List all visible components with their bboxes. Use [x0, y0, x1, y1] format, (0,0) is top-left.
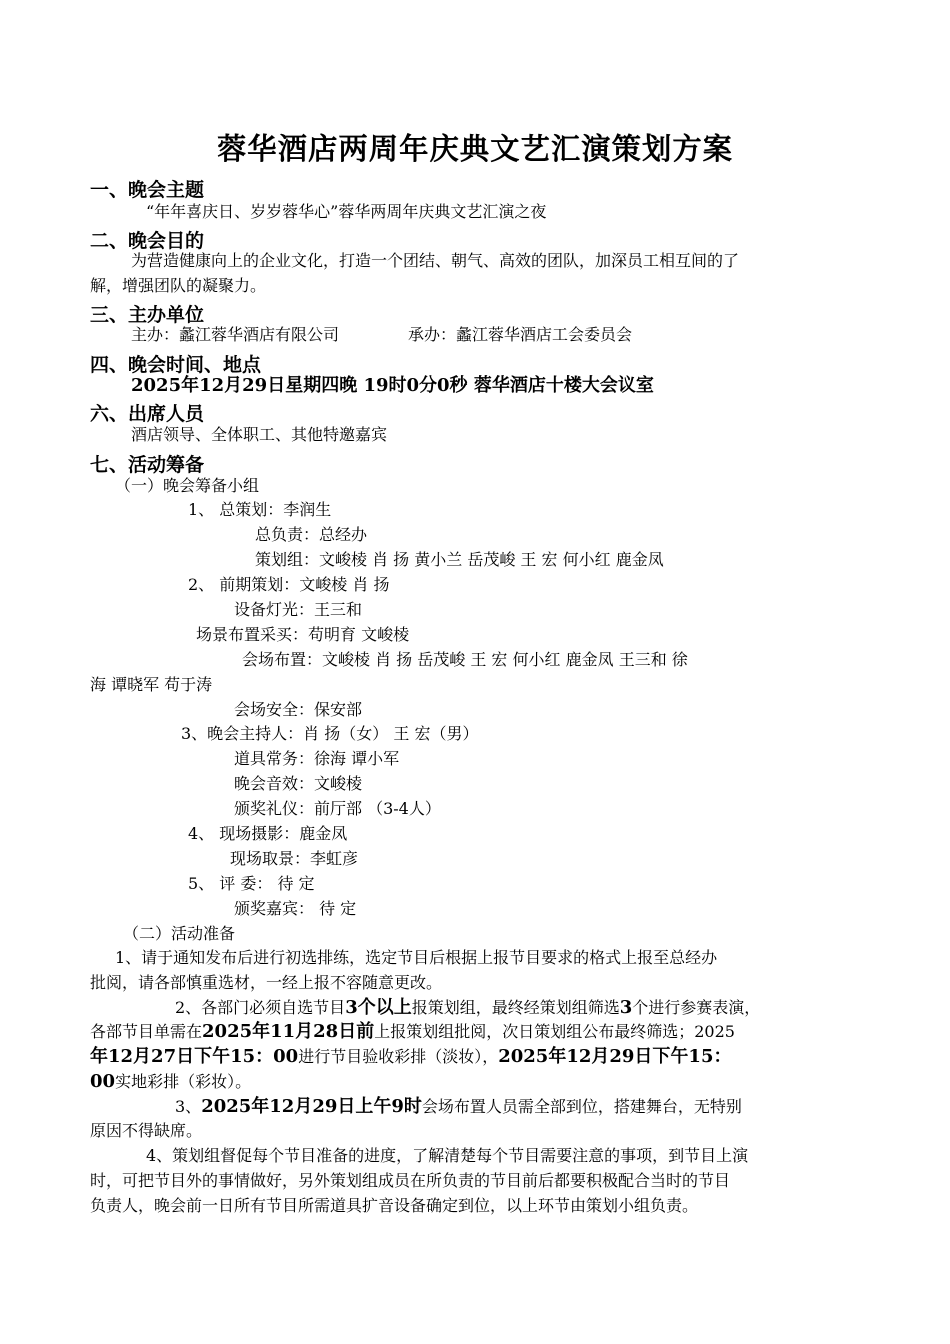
- team-row: 设备灯光：王三和: [234, 600, 363, 619]
- subsection-2-title: （二）活动准备: [123, 924, 236, 943]
- prep-item-3-line-1: [175, 1098, 742, 1116]
- prep-item-4-line-2: 时，可把节目外的事情做好，另外策划组成员在所负责的节目前后都要积极配合当时的节目: [90, 1171, 731, 1190]
- organizer-unit: 承办：蠡江蓉华酒店工会委员会: [408, 325, 633, 344]
- team-row: 会场布置：文峻棱 肖 扬 岳茂峻 王 宏 何小红 鹿金凤 王三和 徐: [242, 650, 688, 669]
- prep-item-2-line-1: [175, 999, 760, 1017]
- text-run: 报策划组，最终经策划组筛选: [411, 998, 620, 1017]
- highlight-date: 00: [90, 1071, 116, 1092]
- team-row: 道具常务：徐海 谭小军: [234, 749, 400, 768]
- highlight-date: 2025年12月29日下午15：: [498, 1046, 732, 1067]
- section-3-heading: 三、主办单位: [90, 304, 205, 326]
- prep-item-1-line-1: 1、请于通知发布后进行初选排练，选定节目后根据上报节目要求的格式上报至总经办: [115, 948, 718, 967]
- team-row: 场景布置采买：苟明育 文峻棱: [196, 625, 410, 644]
- team-row: 2、 前期策划：文峻棱 肖 扬: [188, 575, 390, 594]
- section-1-heading: 一、晚会主题: [90, 179, 205, 201]
- team-row: 总负责：总经办: [255, 525, 368, 544]
- highlight-count: 3: [619, 997, 633, 1018]
- section-1-text: “年年喜庆日、岁岁蓉华心”蓉华两周年庆典文艺汇演之夜: [146, 202, 547, 221]
- highlight-date: 2025年11月28日前: [202, 1021, 375, 1042]
- text-run: 3、: [175, 1097, 202, 1116]
- text-run: 个进行参赛表演，: [632, 998, 761, 1017]
- host-unit: 主办：蠡江蓉华酒店有限公司: [131, 325, 340, 344]
- prep-item-3-line-2: 原因不得缺席。: [90, 1121, 203, 1140]
- team-row: 5、 评 委： 待 定: [188, 874, 315, 893]
- team-row: 3、晚会主持人：肖 扬（女） 王 宏（男）: [181, 724, 479, 743]
- section-4-heading: 四、晚会时间、地点: [90, 354, 262, 376]
- text-run: 2、各部门必须自选节目: [175, 998, 346, 1017]
- team-row: 1、 总策划：李润生: [188, 500, 332, 519]
- text-run: 各部节目单需在: [90, 1022, 203, 1041]
- team-row: 海 谭晓军 苟于涛: [90, 675, 213, 694]
- section-2-heading: 二、晚会目的: [90, 230, 205, 252]
- section-6-heading: 六、出席人员: [90, 403, 205, 425]
- highlight-count: 3个以上: [345, 997, 412, 1018]
- prep-item-2-line-3: [90, 1048, 731, 1066]
- subsection-1-title: （一）晚会筹备小组: [115, 476, 260, 495]
- text-run: 进行节目验收彩排（淡妆），: [298, 1047, 499, 1066]
- prep-item-1-line-2: 批阅，请各部慎重选材，一经上报不容随意更改。: [90, 973, 443, 992]
- highlight-date: 年12月27日下午15：00: [90, 1046, 299, 1067]
- team-row: 4、 现场摄影：鹿金凤: [188, 824, 348, 843]
- prep-item-4-line-1: 4、策划组督促每个节目准备的进度，了解清楚每个节目需要注意的事项，到节目上演: [146, 1146, 749, 1165]
- team-row: 会场安全：保安部: [234, 700, 363, 719]
- document-title: 蓉华酒店两周年庆典文艺汇演策划方案: [216, 131, 734, 166]
- team-row: 现场取景：李虹彦: [230, 849, 359, 868]
- highlight-date: 2025年12月29日上午9时: [201, 1096, 422, 1117]
- text-run: 上报策划组批阅，次日策划组公布最终筛选；2025: [374, 1022, 735, 1041]
- prep-item-4-line-3: 负责人，晚会前一日所有节目所需道具扩音设备确定到位，以上环节由策划小组负责。: [90, 1196, 699, 1215]
- team-row: 颁奖嘉宾： 待 定: [234, 899, 357, 918]
- section-2-line-2: 解，增强团队的凝聚力。: [90, 276, 267, 295]
- attendees: 酒店领导、全体职工、其他特邀嘉宾: [131, 425, 388, 444]
- prep-item-2-line-4: [90, 1073, 251, 1091]
- text-run: 实地彩排（彩妆）。: [115, 1072, 252, 1091]
- team-row: 颁奖礼仪：前厅部 （3-4人）: [234, 799, 441, 818]
- section-7-heading: 七、活动筹备: [90, 454, 205, 476]
- section-2-line-1: 为营造健康向上的企业文化，打造一个团结、朝气、高效的团队，加深员工相互间的了: [131, 251, 740, 270]
- event-time-place: 2025年12月29日星期四晚 19时0分0秒 蓉华酒店十楼大会议室: [131, 375, 654, 396]
- team-row: 晚会音效：文峻棱: [234, 774, 363, 793]
- team-row: 策划组：文峻棱 肖 扬 黄小兰 岳茂峻 王 宏 何小红 鹿金凤: [255, 550, 664, 569]
- prep-item-2-line-2: [90, 1023, 735, 1041]
- text-run: 会场布置人员需全部到位，搭建舞台，无特别: [421, 1097, 742, 1116]
